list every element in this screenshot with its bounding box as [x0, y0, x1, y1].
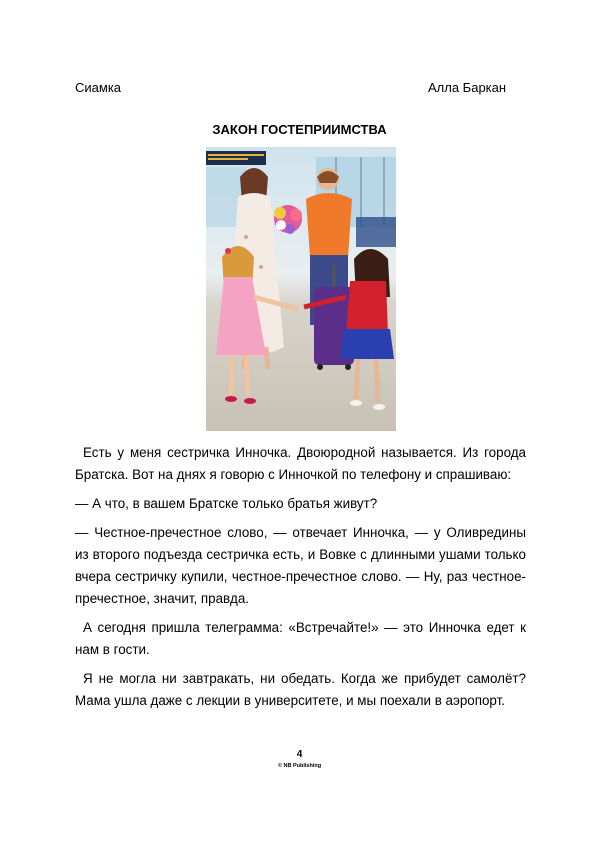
paragraph: — Честное-пречестное слово, — отвечает Инночка, — у Оливредины из второго подъезда сестричка есть, и Вовке с длинными ушами только вчера сестричку купили, честное-пречестное слово. — Ну, раз честное-пречестное, значит, правда.: [75, 525, 526, 606]
chapter-illustration: [206, 147, 396, 431]
paragraph: Я не могла ни завтракать, ни обедать. Когда же прибудет самолёт? Мама ушла даже с лекции в университете, и мы поехали в аэропорт.: [75, 671, 526, 708]
paragraph: А сегодня пришла телеграмма: «Встречайте!» — это Инночка едет к нам в гости.: [75, 620, 526, 657]
page-number: 4: [296, 749, 303, 760]
paragraph: — А что, в вашем Братске только братья живут?: [75, 496, 378, 511]
paragraph: Есть у меня сестричка Инночка. Двоюродной называется. Из города Братска. Вот на днях я говорю с Инночкой по телефону и спрашиваю:: [75, 445, 526, 482]
publisher-note: © NB Publishing: [277, 763, 322, 769]
header-author: Алла Баркан: [428, 80, 507, 95]
header-book-title: Сиамка: [75, 80, 122, 95]
story-text: [75, 442, 526, 719]
chapter-title: ЗАКОН ГОСТЕПРИИМСТВА: [212, 122, 387, 137]
